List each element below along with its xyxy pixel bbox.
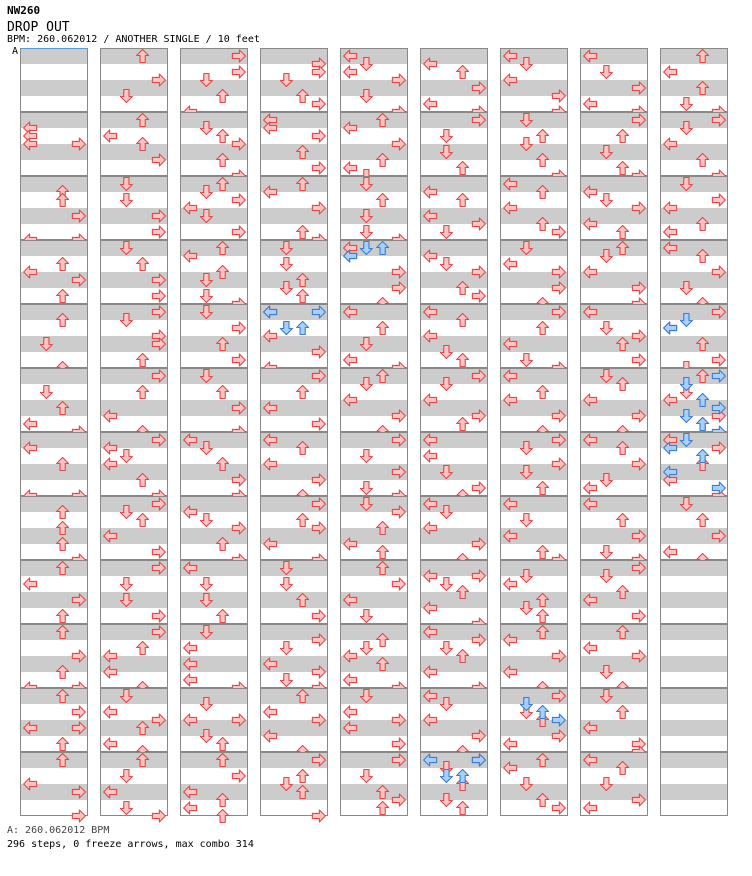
measure (580, 688, 648, 758)
measure (20, 368, 88, 438)
beat-stripe (100, 592, 168, 608)
measure (420, 624, 488, 694)
measure (420, 112, 488, 176)
beat-stripe (340, 688, 408, 704)
measure (340, 304, 408, 374)
beat-stripe (20, 368, 88, 384)
measure (660, 432, 728, 502)
measure (500, 240, 568, 311)
measure (500, 48, 568, 118)
measure (580, 560, 648, 624)
measure (340, 560, 408, 624)
bpm-legend: A: 260.062012 BPM (7, 825, 110, 836)
measure (580, 48, 648, 118)
measure (580, 368, 648, 439)
measure (260, 240, 328, 304)
beat-stripe (20, 304, 88, 320)
measure (340, 176, 408, 246)
measure (420, 368, 488, 432)
measure (20, 48, 88, 112)
measure (420, 496, 488, 567)
measure (420, 304, 488, 368)
chart-column (20, 48, 88, 822)
beat-stripe (20, 624, 88, 640)
beat-stripe (100, 752, 168, 768)
measure (500, 368, 568, 439)
beat-stripe (420, 784, 488, 800)
beat-stripe (20, 336, 88, 352)
measure (180, 112, 248, 182)
measure (500, 496, 568, 566)
beat-stripe (180, 688, 248, 704)
beat-stripe (580, 144, 648, 160)
measure (340, 240, 408, 311)
measure (580, 752, 648, 816)
beat-stripe (180, 304, 248, 320)
measure (260, 624, 328, 694)
beat-stripe (500, 592, 568, 608)
measure (20, 176, 88, 246)
chart-column (180, 48, 248, 823)
measure (180, 240, 248, 310)
measure (100, 624, 168, 695)
beat-stripe (340, 624, 408, 640)
beat-stripe (580, 624, 648, 640)
bpm-marker: A (12, 46, 19, 57)
beat-stripe (660, 48, 728, 64)
beat-stripe (260, 688, 328, 704)
beat-stripe (660, 784, 728, 800)
measure (20, 560, 88, 624)
beat-stripe (660, 592, 728, 608)
bpm-change-line (21, 48, 88, 49)
measure (660, 688, 728, 752)
beat-stripe (660, 496, 728, 512)
measure (100, 48, 168, 112)
beat-stripe (500, 144, 568, 160)
measure (500, 304, 568, 374)
measure (660, 112, 728, 182)
beat-stripe (660, 752, 728, 768)
measure (20, 432, 88, 502)
beat-stripe (100, 176, 168, 192)
measure (100, 112, 168, 176)
measure (660, 304, 728, 375)
measure (420, 560, 488, 630)
measure (20, 752, 88, 822)
measure (180, 48, 248, 118)
beat-stripe (180, 368, 248, 384)
beat-stripe (340, 336, 408, 352)
measure (580, 176, 648, 240)
measure (500, 688, 568, 752)
measure (260, 496, 328, 566)
beat-stripe (20, 240, 88, 256)
measure (100, 368, 168, 439)
beat-stripe (180, 80, 248, 96)
beat-stripe (20, 80, 88, 96)
beat-stripe (660, 336, 728, 352)
measure (180, 560, 248, 624)
beat-stripe (500, 112, 568, 128)
measure (500, 752, 568, 816)
beat-stripe (500, 240, 568, 256)
chart-column (420, 48, 488, 816)
measure (20, 624, 88, 694)
measure (180, 496, 248, 566)
measure (580, 496, 648, 566)
measure (580, 432, 648, 496)
beat-stripe (20, 496, 88, 512)
measure (580, 112, 648, 182)
measure (100, 240, 168, 304)
beat-stripe (660, 688, 728, 704)
measure (260, 432, 328, 503)
chart-column (580, 48, 648, 816)
measure (500, 112, 568, 182)
beat-stripe (20, 176, 88, 192)
measure (580, 304, 648, 368)
measure (100, 432, 168, 502)
beat-stripe (500, 560, 568, 576)
beat-stripe (100, 240, 168, 256)
measure (660, 496, 728, 567)
beat-stripe (500, 784, 568, 800)
song-title: DROP OUT (7, 20, 70, 35)
measure (20, 496, 88, 566)
beat-stripe (20, 560, 88, 576)
measure (180, 688, 248, 752)
beat-stripe (660, 176, 728, 192)
measure (260, 48, 328, 112)
measure (340, 688, 408, 752)
measure (500, 176, 568, 240)
chart-column (260, 48, 328, 822)
beat-stripe (180, 272, 248, 288)
measure (100, 560, 168, 624)
beat-stripe (20, 688, 88, 704)
measure (340, 432, 408, 502)
beat-stripe (580, 688, 648, 704)
measure (660, 368, 728, 438)
measure (180, 624, 248, 694)
beat-stripe (340, 176, 408, 192)
beat-stripe (420, 144, 488, 160)
measure (20, 304, 88, 375)
measure (260, 560, 328, 624)
measure (580, 240, 648, 310)
measure (660, 48, 728, 118)
measure (660, 560, 728, 624)
beat-stripe (180, 112, 248, 128)
beat-stripe (660, 720, 728, 736)
measure (500, 624, 568, 695)
measure (260, 304, 328, 374)
beat-stripe (260, 560, 328, 576)
beat-stripe (20, 48, 88, 64)
measure (420, 48, 488, 118)
measure (340, 112, 408, 183)
beat-stripe (180, 592, 248, 608)
beat-stripe (260, 240, 328, 256)
beat-stripe (660, 656, 728, 672)
measure (260, 688, 328, 759)
beat-stripe (20, 752, 88, 768)
beat-stripe (260, 80, 328, 96)
measure (20, 112, 88, 176)
beat-stripe (260, 144, 328, 160)
beat-stripe (340, 208, 408, 224)
beat-stripe (100, 48, 168, 64)
beat-stripe (580, 240, 648, 256)
chart-info: BPM: 260.062012 / ANOTHER SINGLE / 10 feet (7, 34, 260, 45)
chart-column (340, 48, 408, 816)
measure (180, 752, 248, 823)
measure (100, 176, 168, 240)
beat-stripe (100, 688, 168, 704)
measure (20, 240, 88, 304)
measure (260, 752, 328, 822)
chart-stats: 296 steps, 0 freeze arrows, max combo 314 (7, 839, 254, 850)
measure (340, 48, 408, 118)
beat-stripe (260, 592, 328, 608)
measure (260, 368, 328, 432)
beat-stripe (660, 80, 728, 96)
beat-stripe (660, 624, 728, 640)
chart-id: NW260 (7, 4, 41, 17)
beat-stripe (20, 528, 88, 544)
measure (180, 304, 248, 368)
beat-stripe (660, 560, 728, 576)
beat-stripe (580, 368, 648, 384)
measure (660, 624, 728, 688)
measure (340, 368, 408, 439)
measure (260, 176, 328, 246)
beat-stripe (20, 464, 88, 480)
beat-stripe (180, 176, 248, 192)
measure (420, 752, 488, 816)
measure (340, 496, 408, 560)
measure (100, 752, 168, 822)
measure (420, 176, 488, 240)
measure (340, 624, 408, 694)
measure (180, 368, 248, 438)
measure (580, 624, 648, 695)
chart-column (500, 48, 568, 816)
measure (340, 752, 408, 816)
measure (420, 432, 488, 503)
beat-stripe (260, 272, 328, 288)
beat-stripe (180, 752, 248, 768)
measure (180, 432, 248, 502)
measure (180, 176, 248, 240)
beat-stripe (340, 560, 408, 576)
measure (420, 688, 488, 759)
measure (660, 240, 728, 311)
beat-stripe (260, 784, 328, 800)
measure (260, 112, 328, 176)
measure (500, 432, 568, 496)
measure (20, 688, 88, 752)
measure (500, 560, 568, 624)
beat-stripe (420, 464, 488, 480)
measure (100, 688, 168, 759)
beat-stripe (20, 400, 88, 416)
measure (660, 176, 728, 240)
measure (100, 304, 168, 368)
measure (100, 496, 168, 560)
measure (660, 752, 728, 816)
beat-stripe (100, 112, 168, 128)
beat-stripe (180, 336, 248, 352)
beat-stripe (180, 624, 248, 640)
measure (420, 240, 488, 304)
chart-column (660, 48, 728, 816)
beat-stripe (340, 368, 408, 384)
chart-column (100, 48, 168, 822)
